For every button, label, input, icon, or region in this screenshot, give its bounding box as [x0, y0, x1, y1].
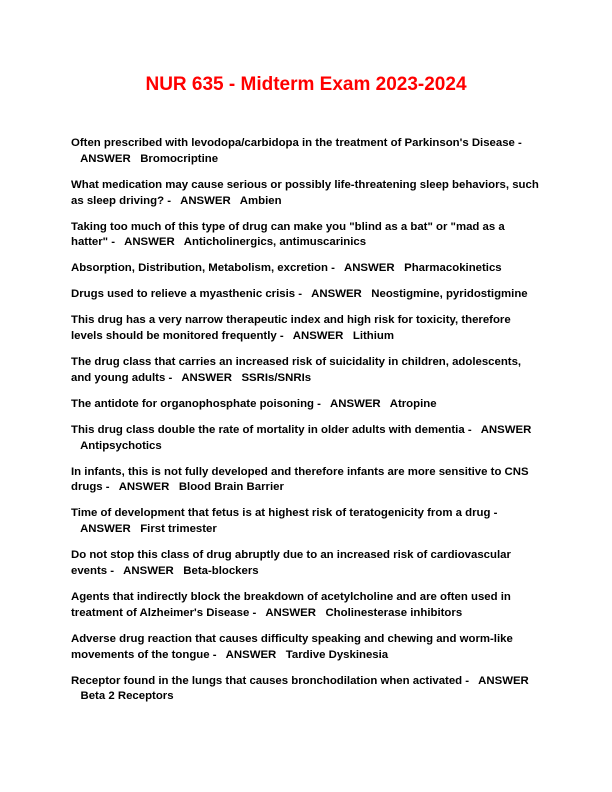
question-text: Often prescribed with levodopa/carbidopa in the treatment of Parkinson's Disease - [71, 137, 522, 149]
question-text: Receptor found in the lungs that causes bronchodilation when activated - [71, 674, 470, 687]
qa-item [71, 674, 543, 706]
answer-marker: ANSWER [265, 606, 316, 619]
question-text: The drug class that carries an increased risk of suicidality in children, adolescents, and young adults - [71, 356, 522, 384]
answer-marker: ANSWER [311, 288, 362, 301]
question-text: In infants, this is not fully developed and therefore infants are more sensitive to CNS drugs - [71, 465, 529, 494]
question-answer-list [71, 136, 543, 715]
answer-marker: ANSWER [80, 523, 131, 536]
answer-text: Tardive Dyskinesia [285, 648, 389, 661]
answer-text: Lithium [352, 330, 394, 343]
answer-text: Neostigmine, pyridostigmine [371, 288, 528, 301]
answer-marker: ANSWER [330, 397, 381, 410]
answer-text: Blood Brain Barrier [178, 481, 284, 494]
answer-marker: ANSWER [80, 152, 131, 165]
answer-text: Anticholinergics, antimuscarinics [183, 236, 367, 249]
qa-item [71, 632, 543, 664]
question-text: Drugs used to relieve a myasthenic crisis - [71, 288, 303, 301]
answer-marker: ANSWER [181, 371, 232, 384]
answer-marker: ANSWER [480, 423, 532, 436]
question-text: This drug has a very narrow therapeutic index and high risk for toxicity, therefore levels should be monitored frequently - [71, 314, 511, 343]
answer-text: First trimester [140, 523, 217, 536]
qa-item [71, 136, 543, 168]
answer-marker: ANSWER [478, 674, 529, 687]
answer-text: SSRIs/SNRIs [241, 371, 312, 384]
question-text: Absorption, Distribution, Metabolism, excretion - [71, 262, 335, 275]
question-text: Adverse drug reaction that causes difficulty speaking and chewing and worm-like movements of the tongue - [71, 632, 513, 661]
answer-text: Cholinesterase inhibitors [325, 606, 463, 619]
qa-item [71, 287, 543, 303]
qa-item [71, 423, 543, 455]
answer-marker: ANSWER [225, 648, 277, 661]
question-text: Do not stop this class of drug abruptly due to an increased risk of cardiovascular events - [71, 549, 511, 577]
answer-marker: ANSWER [118, 481, 170, 494]
question-text: What medication may cause serious or possibly life-threatening sleep behaviors, such as sleep driving? - [71, 178, 539, 207]
qa-item [71, 590, 543, 622]
qa-item [71, 506, 543, 538]
answer-text: Ambien [239, 194, 282, 207]
page-title: NUR 635 - Midterm Exam 2023-2024 [145, 74, 467, 95]
qa-item [71, 355, 543, 387]
answer-text: Beta-blockers [183, 565, 259, 577]
question-text: Taking too much of this type of drug can make you "blind as a bat" or "mad as a hatter" - [71, 220, 505, 249]
answer-marker: ANSWER [124, 236, 175, 249]
qa-item [71, 313, 543, 345]
qa-item [71, 548, 543, 580]
qa-item [71, 465, 543, 497]
answer-text: Beta 2 Receptors [80, 690, 174, 703]
answer-text: Bromocriptine [140, 152, 219, 165]
answer-marker: ANSWER [123, 565, 174, 577]
answer-marker: ANSWER [292, 330, 344, 343]
qa-item [71, 397, 543, 413]
qa-item [71, 261, 543, 277]
answer-text: Pharmacokinetics [404, 262, 502, 275]
question-text: The antidote for organophosphate poisoning - [71, 397, 321, 410]
qa-item [71, 178, 543, 210]
qa-item [71, 220, 543, 252]
answer-text: Antipsychotics [80, 439, 162, 452]
question-text: Time of development that fetus is at highest risk of teratogenicity from a drug - [71, 507, 498, 520]
question-text: This drug class double the rate of mortality in older adults with dementia - [71, 423, 472, 436]
answer-marker: ANSWER [343, 262, 395, 275]
question-text: Agents that indirectly block the breakdown of acetylcholine and are often used in treatment of Alzheimer's Disease - [71, 590, 511, 619]
answer-text: Atropine [389, 397, 437, 410]
answer-marker: ANSWER [180, 194, 231, 207]
